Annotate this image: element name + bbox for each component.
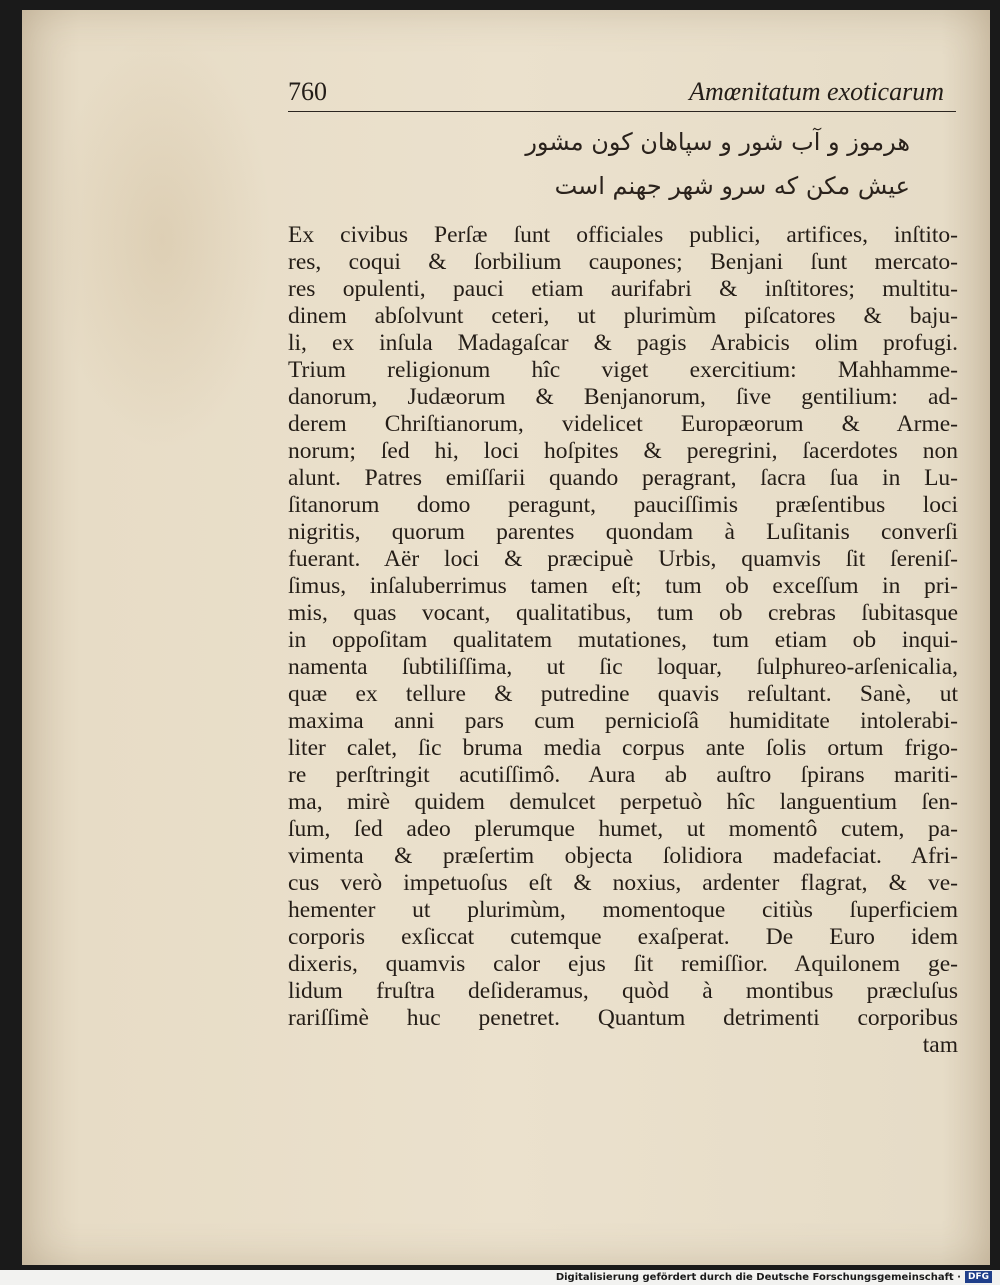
text-line: cus verò impetuoſus eſt & noxius, ardenter flagrat, & ve-: [288, 870, 958, 896]
text-line: fuerant. Aër loci & præcipuè Urbis, quamvis ſit ſereniſ-: [288, 546, 958, 572]
text-line: Trium religionum hîc viget exercitium: Mahhamme-: [288, 357, 958, 383]
footer-text: Digitalisierung gefördert durch die Deutsche Forschungsgemeinschaft ·: [555, 1271, 961, 1283]
body-text: [288, 222, 958, 1059]
page-number: 760: [288, 77, 327, 106]
text-line: vimenta & præſertim objecta ſolidiora madefaciat. Afri-: [288, 843, 958, 869]
dfg-logo: DFG: [965, 1271, 992, 1283]
text-line: res opulenti, pauci etiam aurifabri & inſtitores; multitu-: [288, 276, 958, 302]
text-line: tam: [922, 1032, 958, 1058]
text-line: liter calet, ſic bruma media corpus ante ſolis ortum frigo-: [288, 735, 958, 761]
text-line: rariſſimè huc penetret. Quantum detrimenti corporibus: [288, 1005, 958, 1031]
text-line: res, coqui & ſorbilium caupones; Benjani ſunt mercato-: [288, 249, 958, 275]
text-line: alunt. Patres emiſſarii quando peragrant, ſacra ſua in Lu-: [288, 465, 958, 491]
text-line: dinem abſolvunt ceteri, ut plurimùm piſcatores & baju-: [288, 303, 958, 329]
text-line: dixeris, quamvis calor ejus ſit remiſſior. Aquilonem ge-: [288, 951, 958, 977]
text-line: quæ ex tellure & putredine quavis reſultant. Sanè, ut: [288, 681, 958, 707]
text-line: li, ex inſula Madagaſcar & pagis Arabicis olim profugi.: [288, 330, 958, 356]
text-line: corporis exſiccat cutemque exaſperat. De Euro idem: [288, 924, 958, 950]
text-line: maxima anni pars cum pernicioſâ humiditate intolerabi-: [288, 708, 958, 734]
text-line: in oppoſitam qualitatem mutationes, tum etiam ob inqui-: [288, 627, 958, 653]
text-line: lidum fruſtra deſideramus, quòd à montibus præcluſus: [288, 978, 958, 1004]
persian-verse-line-2: عيش مكن كه سرو شهر جهنم است: [554, 172, 910, 200]
text-line: namenta ſubtiliſſima, ut ſic loquar, ſulphureo-arſenicalia,: [288, 654, 958, 680]
text-line: ſimus, inſaluberrimus tamen eſt; tum ob exceſſum in pri-: [288, 573, 958, 599]
page-header: [288, 75, 956, 112]
text-line: nigritis, quorum parentes quondam à Luſitanis converſi: [288, 519, 958, 545]
text-line: derem Chriſtianorum, videlicet Europæorum & Arme-: [288, 411, 958, 437]
paper-stain: [52, 30, 272, 450]
text-line: mis, quas vocant, qualitatibus, tum ob crebras ſubitasque: [288, 600, 958, 626]
text-line: Ex civibus Perſæ ſunt officiales publici, artifices, inſtito-: [288, 222, 958, 248]
text-line: ſitanorum domo peragunt, pauciſſimis præſentibus loci: [288, 492, 958, 518]
text-line: danorum, Judæorum & Benjanorum, ſive gentilium: ad-: [288, 384, 958, 410]
persian-verse-line-1: هرموز و آب شور و سپاهان كون مشور: [525, 128, 910, 156]
text-line: ma, mirè quidem demulcet perpetuò hîc languentium ſen-: [288, 789, 958, 815]
text-line: hementer ut plurimùm, momentoque citiùs ſuperficiem: [288, 897, 958, 923]
footer-credit: [556, 1271, 992, 1283]
running-head: Amœnitatum exoticarum: [689, 77, 944, 106]
text-line: norum; ſed hi, loci hoſpites & peregrini, ſacerdotes non: [288, 438, 958, 464]
text-line: ſum, ſed adeo plerumque humet, ut momentô cutem, pa-: [288, 816, 958, 842]
text-line: re perſtringit acutiſſimô. Aura ab auſtro ſpirans mariti-: [288, 762, 958, 788]
